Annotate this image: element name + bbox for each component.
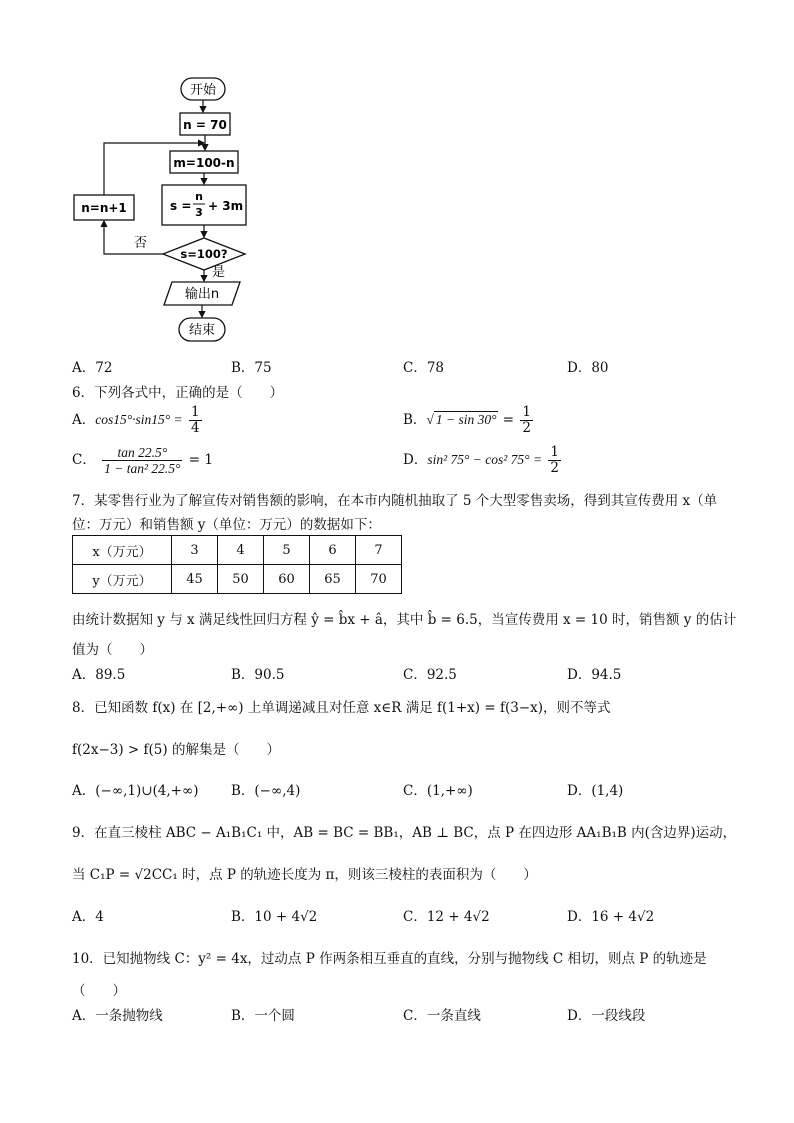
table-cell: 6: [310, 536, 356, 565]
q6-a-den: 4: [190, 420, 200, 436]
q10-option-d[interactable]: D．一段线段: [567, 1008, 646, 1024]
q6-c-rhs: = 1: [188, 452, 213, 468]
flow-start-text: 开始: [189, 83, 217, 98]
q9-line1: 9．在直三棱柱 ABC − A₁B₁C₁ 中，AB = BC = BB₁，AB ⊥ BC，点 P 在四边形 AA₁B₁B 内(含边界)运动，: [72, 825, 737, 841]
flow-s-suffix: + 3m: [208, 199, 244, 213]
flow-end-text: 结束: [188, 323, 216, 338]
q6-d-expr: sin² 75° − cos² 75° =: [427, 452, 543, 467]
q8-option-d[interactable]: D．(1,4): [567, 783, 624, 799]
q6-b-den: 2: [522, 420, 531, 436]
q6-c-label: C．: [72, 452, 96, 468]
q6-b-fraction: [520, 405, 533, 436]
q6-b-eq: =: [502, 412, 515, 428]
table-cell: 45: [172, 565, 218, 594]
q9-option-b[interactable]: B．10 + 4√2: [231, 909, 318, 925]
q5-option-b[interactable]: B．75: [231, 360, 272, 376]
q5-option-c[interactable]: C．78: [403, 360, 445, 376]
flow-m-text: m=100-n: [173, 156, 235, 170]
table-row: [73, 536, 402, 565]
table-cell: 7: [356, 536, 402, 565]
q7-after-line2: 值为（ ）: [72, 642, 153, 658]
q6-a-num: 1: [190, 404, 200, 420]
q6-b-label: B．: [403, 412, 427, 428]
flow-decision-text: s=100?: [180, 247, 228, 261]
flow-increment-text: n=n+1: [81, 201, 127, 215]
q7-stem-line2: 位：万元）和销售额 y（单位：万元）的数据如下：: [72, 517, 381, 533]
q10-line1: 10．已知抛物线 C：y² = 4x，过动点 P 作两条相互垂直的直线，分别与抛物线 C 相切，则点 P 的轨迹是: [72, 951, 707, 967]
q8-option-b[interactable]: B．(−∞,4): [231, 783, 301, 799]
q6-b-radicand: 1 − sin 30°: [435, 412, 497, 427]
flowchart: [60, 70, 260, 350]
table-cell: 70: [356, 565, 402, 594]
q6-d-fraction: [548, 445, 561, 476]
table-cell: 65: [310, 565, 356, 594]
flow-yes-label: 是: [212, 265, 226, 280]
q6-a-fraction: [189, 405, 202, 436]
q6-option-c[interactable]: [72, 445, 213, 476]
q10-option-c[interactable]: C．一条直线: [403, 1008, 481, 1024]
q6-d-label: D．: [403, 452, 428, 468]
q6-d-den: 2: [550, 460, 559, 476]
q6-option-d[interactable]: [403, 445, 563, 476]
table-cell: 60: [264, 565, 310, 594]
q6-option-a[interactable]: [72, 405, 204, 436]
flow-output-text: 输出n: [184, 287, 220, 302]
q8-option-a[interactable]: A．(−∞,1)∪(4,+∞): [72, 783, 199, 799]
q9-line2: 当 C₁P = √2CC₁ 时，点 P 的轨迹长度为 π，则该三棱柱的表面积为（ ）: [72, 867, 537, 883]
q7-option-d[interactable]: D．94.5: [567, 667, 622, 683]
table-cell: 4: [218, 536, 264, 565]
q7-option-b[interactable]: B．90.5: [231, 667, 285, 683]
table-cell: 50: [218, 565, 264, 594]
q6-option-b[interactable]: [403, 405, 535, 436]
flow-s-num: n: [195, 190, 203, 203]
q6-c-num: tan 22.5°: [102, 445, 182, 461]
q6-a-expr: cos15°·sin15° =: [95, 412, 183, 427]
q6-d-num: 1: [550, 444, 559, 460]
q8-line1: 8．已知函数 f(x) 在 [2,+∞) 上单调递减且对任意 x∈R 满足 f(1+x) = f(3−x)，则不等式: [72, 700, 611, 716]
q10-option-a[interactable]: A．一条抛物线: [72, 1008, 163, 1024]
table-row: [73, 565, 402, 594]
q6-c-fraction: [102, 445, 182, 476]
q6-b-sqrt: √ 1 − sin 30°: [426, 412, 497, 427]
q7-stem-line1: 7．某零售行业为了解宣传对销售额的影响，在本市内随机抽取了 5 个大型零售卖场，得到其宣传费用 x（单: [72, 493, 718, 509]
q8-option-c[interactable]: C．(1,+∞): [403, 783, 473, 799]
q10-line2: （ ）: [72, 983, 126, 999]
q6-c-den: 1 − tan² 22.5°: [104, 461, 181, 476]
flow-init-text: n = 70: [183, 118, 227, 132]
q5-option-d[interactable]: D．80: [567, 360, 609, 376]
q6-b-num: 1: [522, 404, 531, 420]
table-cell: 3: [172, 536, 218, 565]
q9-option-a[interactable]: A．4: [72, 909, 104, 925]
flow-s-den: 3: [195, 206, 203, 219]
q8-line2: f(2x−3) > f(5) 的解集是（ ）: [72, 742, 280, 758]
table-row-header: y（万元）: [73, 565, 172, 594]
q7-after-line1: 由统计数据知 y 与 x 满足线性回归方程 ŷ = b̂x + â，其中 b̂ = 6.5，当宣传费用 x = 10 时，销售额 y 的估计: [72, 612, 737, 628]
q7-option-c[interactable]: C．92.5: [403, 667, 457, 683]
flow-no-label: 否: [134, 236, 148, 251]
q7-option-a[interactable]: A．89.5: [72, 667, 126, 683]
table-row-header: x（万元）: [73, 536, 172, 565]
q9-option-d[interactable]: D．16 + 4√2: [567, 909, 655, 925]
q9-option-c[interactable]: C．12 + 4√2: [403, 909, 490, 925]
q6-a-label: A．: [72, 412, 96, 428]
flow-s-prefix: s =: [170, 199, 192, 213]
q10-option-b[interactable]: B．一个圆: [231, 1008, 295, 1024]
table-cell: 5: [264, 536, 310, 565]
q7-data-table: [72, 535, 402, 594]
q6-stem: 6．下列各式中，正确的是（ ）: [72, 385, 284, 401]
q5-option-a[interactable]: A．72: [72, 360, 113, 376]
